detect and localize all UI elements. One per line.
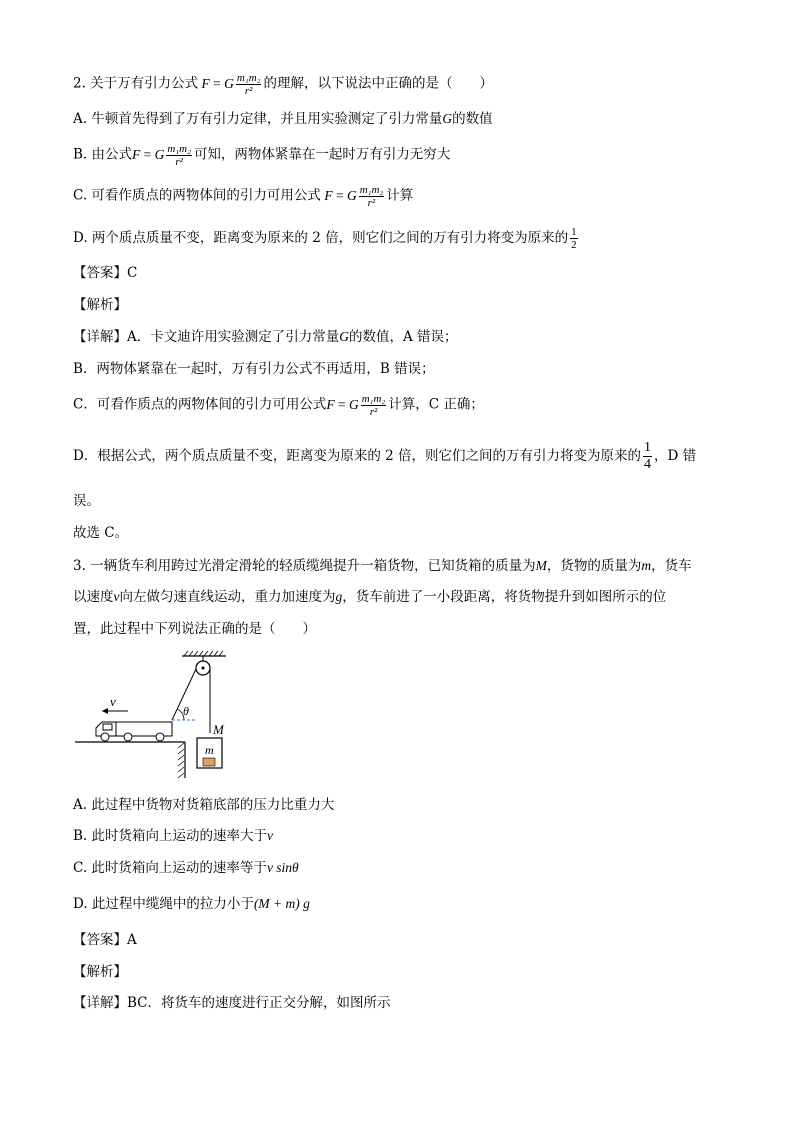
theta-label: θ — [183, 704, 189, 718]
q3-answer: 【答案】A — [73, 932, 137, 948]
q3-option-b: B. 此时货箱向上运动的速率大于v — [73, 828, 274, 844]
q2-detail-c: C．可看作质点的两物体间的引力可用公式F = G $\frac{\text{m₁m₂}}{\text{r²}}$ 计算，C 正确； — [73, 393, 484, 418]
truck — [96, 722, 172, 741]
q3-option-c: C. 此时货箱向上运动的速率等于v sinθ — [73, 860, 299, 876]
q2-detail-d-cont: 误。 — [73, 493, 100, 509]
q2-detail-b: B．两物体紧靠在一起时，万有引力公式不再适用，B 错误； — [73, 361, 435, 377]
q3-stem-line1: 3. 一辆货车利用跨过光滑定滑轮的轻质缆绳提升一箱货物，已知货箱的质量为M，货物的质量为m，货车 — [73, 558, 692, 574]
gravitation-formula: F = G $\frac{\text{m₁m₂}}{\text{r²}}$ — [132, 143, 191, 168]
q2-detail-a: 【详解】A．卡文迪许用实验测定了引力常量G的数值，A 错误； — [73, 329, 458, 345]
q2-option-c: C. 可看作质点的两物体间的引力可用公式 F = G $\frac{\text{m₁m₂}}{\text{r²}}$ 计算 — [73, 184, 414, 209]
ground-hatch — [178, 743, 184, 778]
gravitation-formula: F = G $\frac{\text{m₁m₂}}{\text{r²}}$ — [201, 72, 261, 97]
q2-option-b: B. 由公式F = G $\frac{\text{m₁m₂}}{\text{r²}}$ 可知，两物体紧靠在一起时万有引力无穷大 — [73, 143, 451, 168]
q2-option-a: A. 牛顿首先得到了万有引力定律，并且用实验测定了引力常量G的数值 — [73, 111, 493, 127]
q2-stem-text-end: 的理解，以下说法中正确的是（ ） — [263, 75, 493, 92]
gravitation-formula: F = G $\frac{\text{m₁m₂}}{\text{r²}}$ — [324, 184, 384, 209]
q2-detail-d: D．根据公式，两个质点质量不变，距离变为原来的 2 倍，则它们之间的万有引力将变为原来的 $\frac{1}{4}$ ，D 错 — [73, 440, 697, 472]
q3-analysis: 【解析】 — [73, 964, 127, 980]
fraction-quarter: $\frac{1}{4}$ — [644, 440, 651, 472]
ceiling-hatch — [184, 651, 223, 656]
q2-stem-text: 2. 关于万有引力公式 — [73, 75, 199, 92]
q3-option-d: D. 此过程中缆绳中的拉力小于(M + m) g — [73, 896, 310, 912]
q2-choose: 故选 C。 — [73, 525, 129, 541]
fraction-half: $\frac{1}{2}$ — [571, 226, 577, 251]
cargo — [203, 758, 215, 766]
truck-pulley-figure — [70, 648, 240, 783]
q3-option-a: A. 此过程中货物对货箱底部的压力比重力大 — [73, 797, 335, 813]
q2-stem — [73, 72, 493, 97]
q2-analysis: 【解析】 — [73, 297, 127, 313]
gravitation-formula: F = G $\frac{\text{m₁m₂}}{\text{r²}}$ — [326, 393, 386, 418]
box-mass-label: M — [213, 722, 224, 737]
q3-stem-line3: 置，此过程中下列说法正确的是（ ） — [73, 621, 316, 637]
q3-detail: 【详解】BC．将货车的速度进行正交分解，如图所示 — [73, 995, 391, 1011]
q3-stem-line2: 以速度v向左做匀速直线运动，重力加速度为g，货车前进了一小段距离，将货物提升到如图所示的位 — [73, 589, 667, 605]
cargo-mass-label: m — [205, 743, 214, 757]
velocity-label: v — [110, 694, 116, 709]
q2-answer: 【答案】C — [73, 265, 138, 281]
q2-option-d: D. 两个质点质量不变，距离变为原来的 2 倍，则它们之间的万有引力将变为原来的 $\frac{1}{2}$ — [73, 226, 577, 251]
